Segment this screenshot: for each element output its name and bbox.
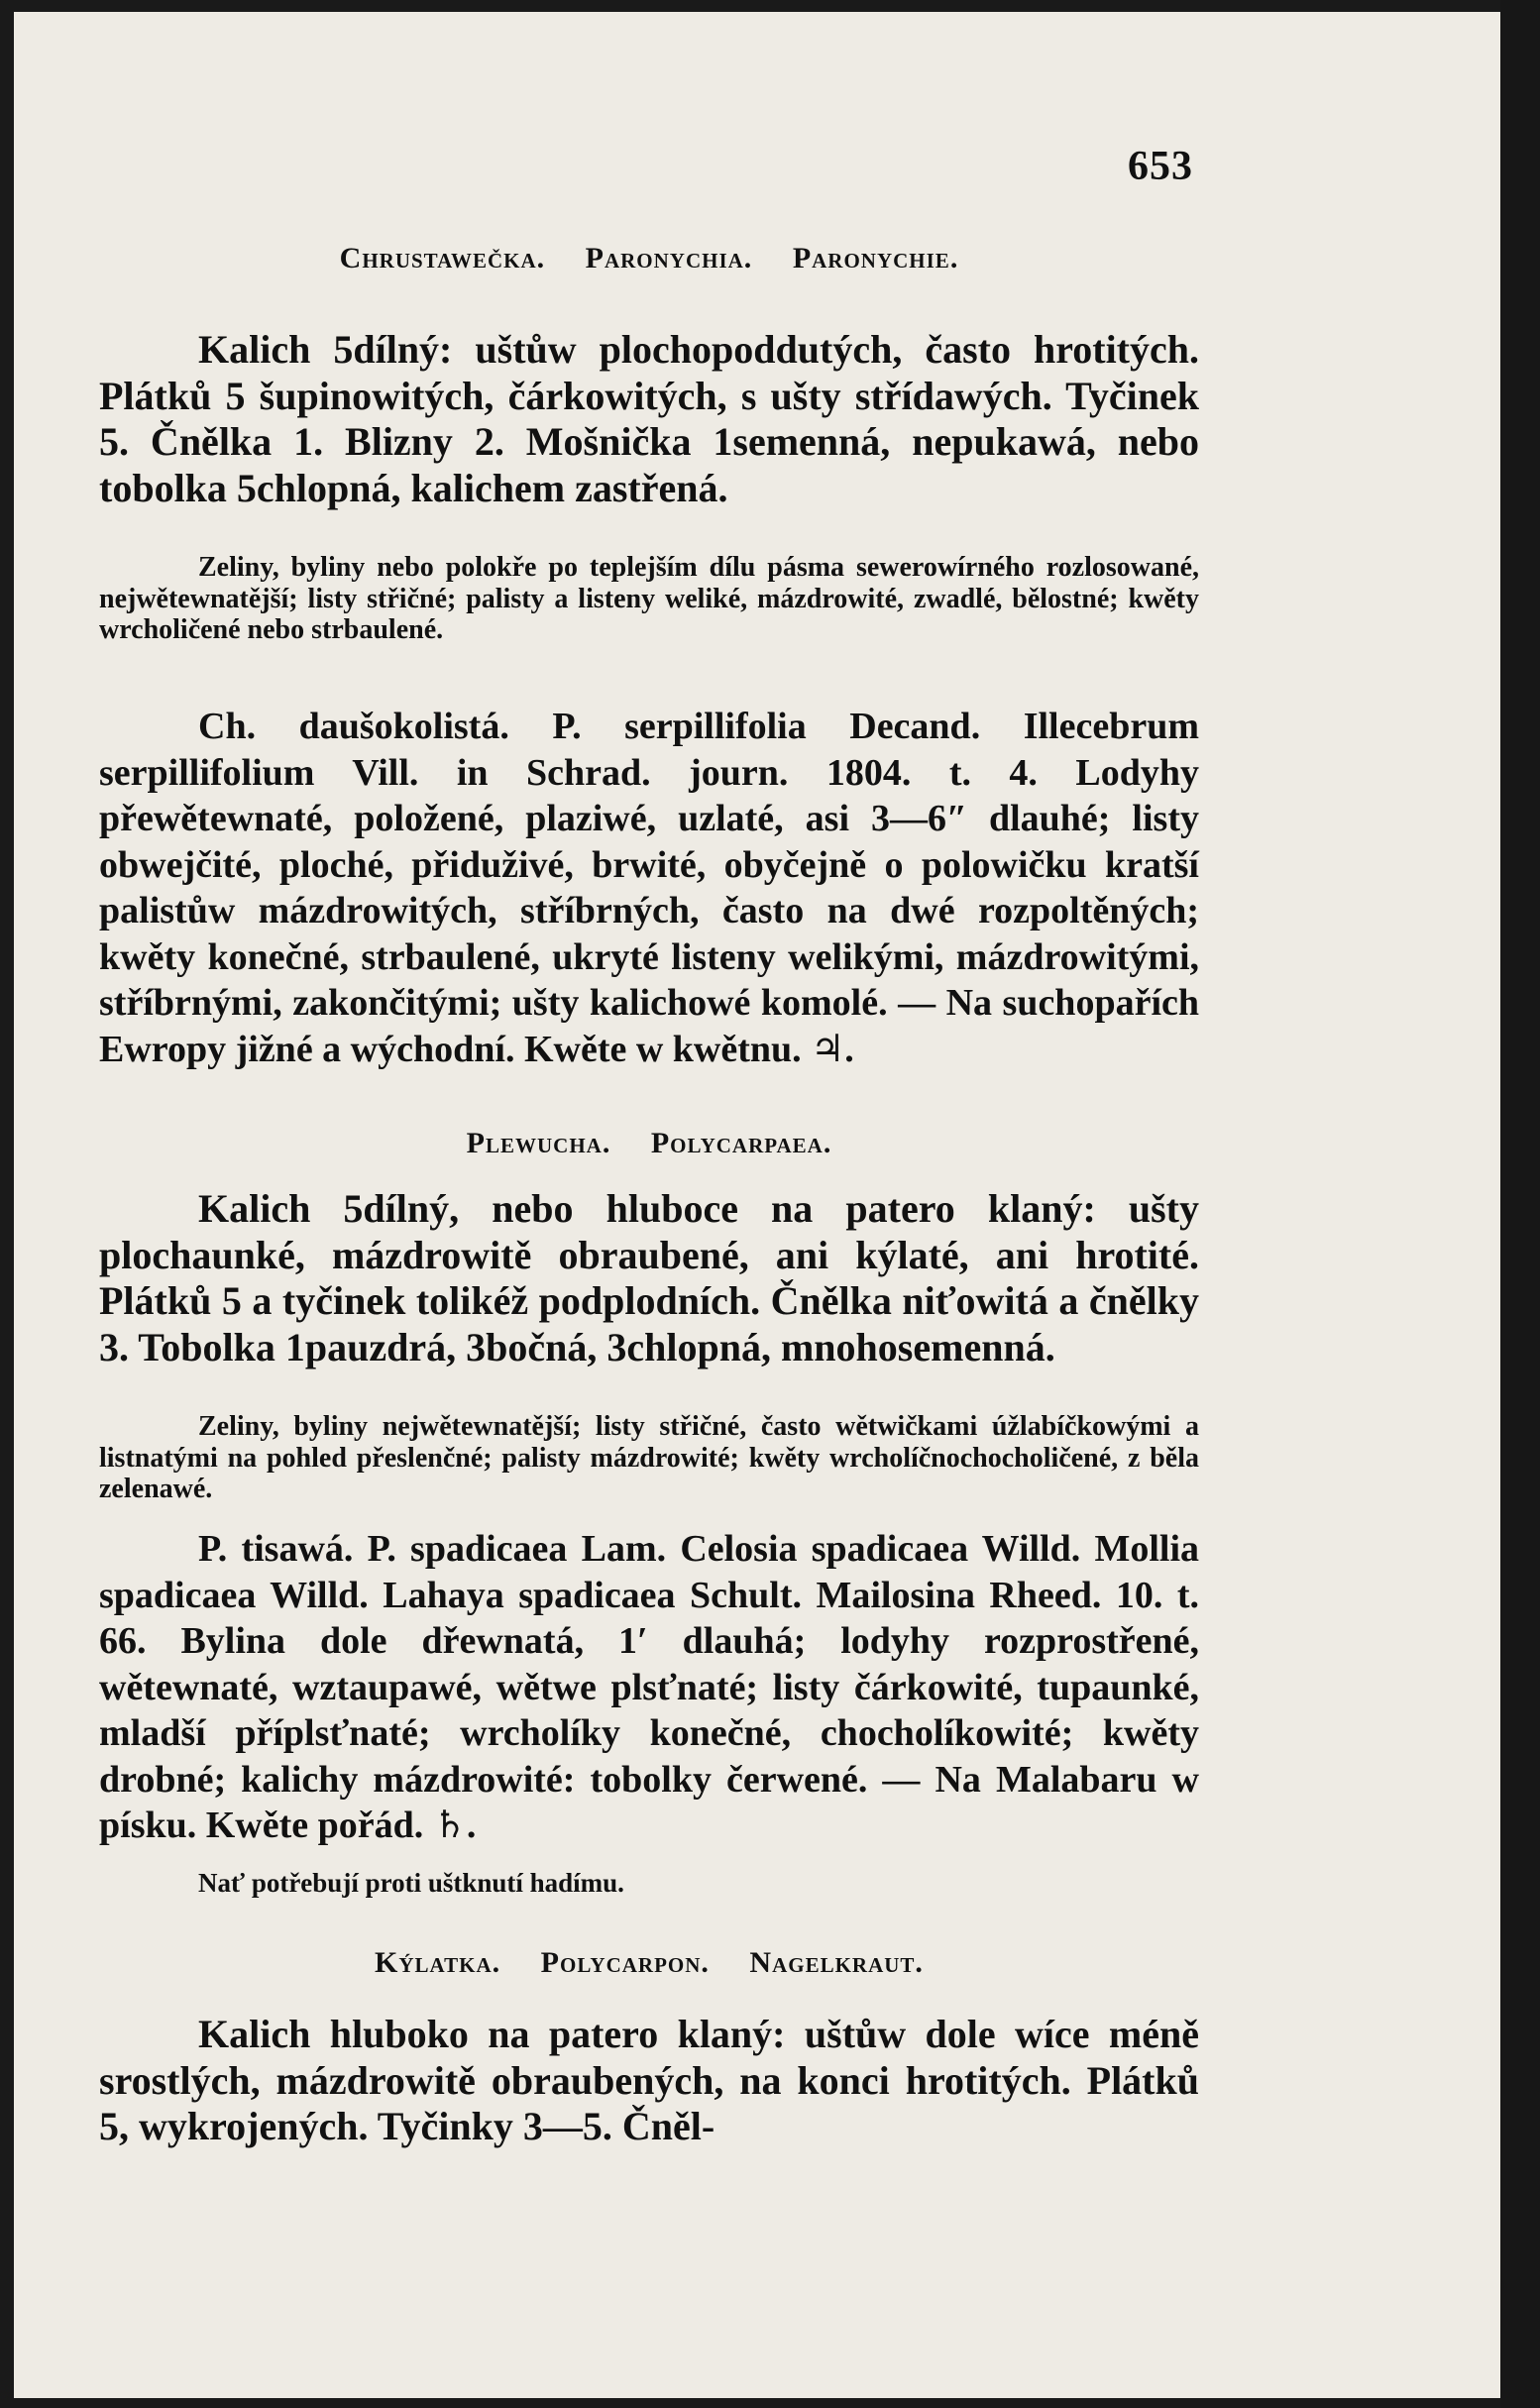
usage-note: Nať potřebují proti uštknutí hadímu. — [198, 1868, 624, 1898]
section-heading-kylatka — [99, 1946, 1199, 1980]
heading-czech: Kýlatka. — [375, 1946, 501, 1979]
species-entry: Ch. daušokolistá. P. serpillifolia Decand. Illecebrum serpillifolium Vill. in Schrad. journ. 1804. t. 4. Lodyhy přewětewnaté, položené, plaziwé, uzlaté, asi 3—6″ dlauhé; listy obwejčité, ploché, přiduživé, brwité, obyčejně o polowičku kratší palistůw mázdrowitých, stříbrných, často na dwé rozpoltěných; kwěty konečné, strbaulené, ukryté listeny welikými, mázdrowitými, stříbrnými, zakončitými; ušty kalichowé komolé. — Na suchopařích Ewropy jižné a wýchodní. Kwěte w kwětnu. ♃. — [99, 706, 1199, 1070]
heading-german: Nagelkraut. — [749, 1946, 924, 1979]
heading-czech: Chrustawečka. — [339, 242, 546, 274]
genus-description: Kalich 5dílný, nebo hluboce na patero klaný: ušty plochaunké, mázdrowitě obraubené, ani kýlaté, ani hrotité. Plátků 5 a tyčinek tolikéž podplodních. Čnělka niťowitá a čnělky 3. Tobolka 1pauzdrá, 3bočná, 3chlopná, mnohosemenná. — [99, 1186, 1199, 1369]
heading-german: Paronychie. — [792, 242, 959, 274]
genus-habitat: Zeliny, byliny nebo polokře po teplejším dílu pásma sewerowírného rozlosowané, nejwětewnatější; listy střičné; palisty a listeny weliké, mázdrowité, zwadlé, bělostné; kwěty wrcholičené nebo strbaulené. — [99, 552, 1199, 645]
genus-habitat: Zeliny, byliny nejwětewnatější; listy střičné, často wětwičkami úžlabíčkowými a listnatými na pohled přeslenčné; palisty mázdrowité; kwěty wrcholíčnochocholičené, z běla zelenawé. — [99, 1411, 1199, 1504]
section-heading-chrustawecka — [99, 242, 1199, 275]
scan-edge-shadow — [1500, 0, 1540, 2408]
heading-czech: Plewucha. — [466, 1127, 611, 1159]
heading-latin: Polycarpaea. — [650, 1127, 832, 1159]
heading-latin: Polycarpon. — [540, 1946, 710, 1979]
heading-latin: Paronychia. — [585, 242, 753, 274]
page-number: 653 — [1128, 144, 1193, 189]
genus-description: Kalich 5dílný: uštůw plochopoddutých, často hrotitých. Plátků 5 šupinowitých, čárkowitých, s ušty střídawých. Tyčinek 5. Čnělka 1. Blizny 2. Mošnička 1semenná, nepukawá, nebo tobolka 5chlopná, kalichem zastřená. — [99, 327, 1199, 510]
species-entry: P. tisawá. P. spadicaea Lam. Celosia spadicaea Willd. Mollia spadicaea Willd. Lahaya spadicaea Schult. Mailosina Rheed. 10. t. 66. Bylina dole dřewnatá, 1′ dlauhá; lodyhy rozprostřené, wětewnaté, wztaupawé, wětwe plsťnaté; listy čárkowité, tupaunké, mladší příplsťnaté; wrcholíky konečné, chocholíkowité; kwěty drobné; kalichy mázdrowité: tobolky čerwené. — Na Malabaru w písku. Kwěte pořád. ♄. — [99, 1528, 1199, 1846]
section-heading-plewucha — [99, 1127, 1199, 1160]
book-page — [14, 12, 1500, 2398]
genus-description: Kalich hluboko na patero klaný: uštůw dole wíce méně srostlých, mázdrowitě obraubených, na konci hrotitých. Plátků 5, wykrojených. Tyčinky 3—5. Čněl- — [99, 2012, 1199, 2148]
